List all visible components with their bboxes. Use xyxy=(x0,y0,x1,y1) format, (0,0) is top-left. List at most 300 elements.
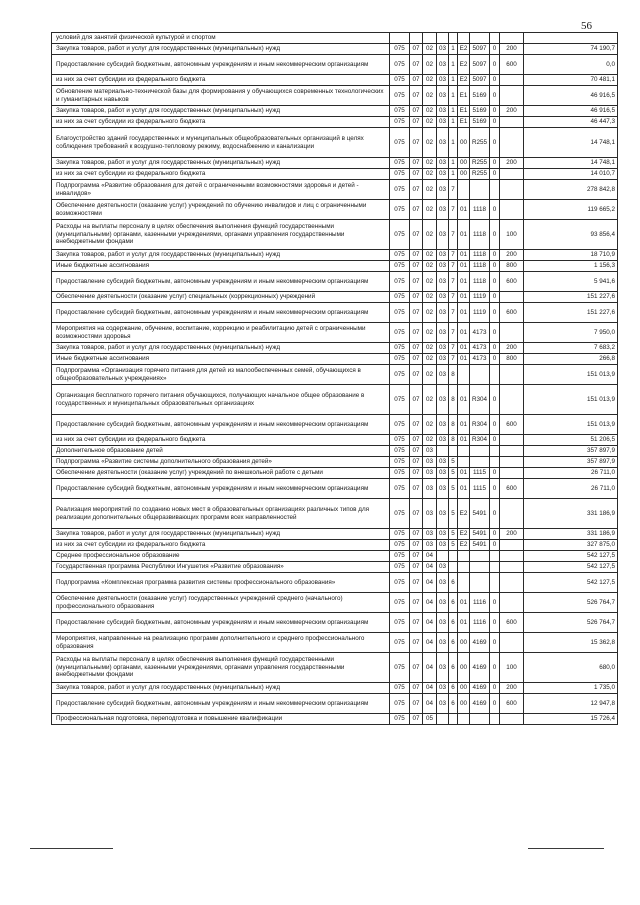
program-code: 03 xyxy=(437,158,449,169)
ministry-code: 075 xyxy=(390,593,410,613)
subprogram-code: 7 xyxy=(449,250,458,261)
program-code: 03 xyxy=(437,573,449,593)
row-amount: 119 665,2 xyxy=(524,200,618,220)
extra-code xyxy=(490,573,500,593)
program-code: 03 xyxy=(437,272,449,292)
subprogram-code xyxy=(449,562,458,573)
table-row xyxy=(52,117,618,128)
row-name: из них за счет субсидии из федерального бюджета xyxy=(52,435,390,446)
direction-code: 1118 xyxy=(470,200,490,220)
event-code: 00 xyxy=(458,158,470,169)
event-code: 01 xyxy=(458,272,470,292)
row-name: Расходы на выплаты персоналу в целях обеспечения выполнения функций государственными (муниципальными) органами, казенными учреждениями, органами управления государственными внебюджетными фондами xyxy=(52,220,390,250)
extra-code: 0 xyxy=(490,261,500,272)
ministry-code: 075 xyxy=(390,261,410,272)
subprogram-code: 5 xyxy=(449,457,458,468)
row-name: Закупка товаров, работ и услуг для государственных (муниципальных) нужд xyxy=(52,343,390,354)
table-row xyxy=(52,457,618,468)
extra-code: 0 xyxy=(490,272,500,292)
section-code: 07 xyxy=(410,457,423,468)
ministry-code: 075 xyxy=(390,365,410,385)
subsection-code: 02 xyxy=(423,354,437,365)
extra-code: 0 xyxy=(490,354,500,365)
program-code: 03 xyxy=(437,44,449,55)
row-amount: 7 950,0 xyxy=(524,323,618,343)
subsection-code: 04 xyxy=(423,653,437,683)
event-code xyxy=(458,180,470,200)
extra-code: 0 xyxy=(490,435,500,446)
ministry-code: 075 xyxy=(390,653,410,683)
expense-type-code xyxy=(500,468,524,479)
table-row xyxy=(52,613,618,633)
ministry-code: 075 xyxy=(390,694,410,714)
table-row xyxy=(52,435,618,446)
row-amount: 357 897,9 xyxy=(524,446,618,457)
direction-code: R304 xyxy=(470,435,490,446)
row-amount: 542 127,5 xyxy=(524,551,618,562)
row-amount: 542 127,5 xyxy=(524,562,618,573)
direction-code: 4173 xyxy=(470,343,490,354)
program-code: 03 xyxy=(437,415,449,435)
expense-type-code xyxy=(500,33,524,44)
expense-type-code: 100 xyxy=(500,653,524,683)
row-amount: 46 447,3 xyxy=(524,117,618,128)
subprogram-code: 1 xyxy=(449,169,458,180)
subprogram-code xyxy=(449,446,458,457)
subprogram-code: 6 xyxy=(449,573,458,593)
row-amount: 14 748,1 xyxy=(524,158,618,169)
extra-code: 0 xyxy=(490,117,500,128)
expense-type-code: 600 xyxy=(500,613,524,633)
section-code: 07 xyxy=(410,479,423,499)
ministry-code: 075 xyxy=(390,292,410,303)
ministry-code: 075 xyxy=(390,479,410,499)
program-code: 03 xyxy=(437,75,449,86)
row-name: Закупка товаров, работ и услуг для государственных (муниципальных) нужд xyxy=(52,683,390,694)
expense-type-code xyxy=(500,117,524,128)
section-code: 07 xyxy=(410,343,423,354)
program-code: 03 xyxy=(437,180,449,200)
subsection-code: 02 xyxy=(423,180,437,200)
extra-code: 0 xyxy=(490,106,500,117)
expense-type-code xyxy=(500,551,524,562)
extra-code: 0 xyxy=(490,158,500,169)
section-code: 07 xyxy=(410,180,423,200)
ministry-code: 075 xyxy=(390,551,410,562)
extra-code: 0 xyxy=(490,200,500,220)
subprogram-code: 7 xyxy=(449,272,458,292)
expense-type-code: 200 xyxy=(500,683,524,694)
table-row xyxy=(52,573,618,593)
table-row xyxy=(52,540,618,551)
table-row xyxy=(52,529,618,540)
event-code: E2 xyxy=(458,529,470,540)
row-amount: 15 726,4 xyxy=(524,714,618,725)
event-code xyxy=(458,457,470,468)
direction-code: 1118 xyxy=(470,250,490,261)
event-code: 01 xyxy=(458,479,470,499)
ministry-code: 075 xyxy=(390,169,410,180)
extra-code: 0 xyxy=(490,479,500,499)
expense-type-code xyxy=(500,180,524,200)
subsection-code: 04 xyxy=(423,633,437,653)
subsection-code xyxy=(423,33,437,44)
extra-code: 0 xyxy=(490,385,500,415)
extra-code: 0 xyxy=(490,250,500,261)
table-row xyxy=(52,128,618,158)
subsection-code: 03 xyxy=(423,446,437,457)
direction-code: 4173 xyxy=(470,354,490,365)
ministry-code: 075 xyxy=(390,714,410,725)
row-amount: 46 916,5 xyxy=(524,86,618,106)
row-name: Иные бюджетные ассигнования xyxy=(52,261,390,272)
direction-code xyxy=(470,551,490,562)
row-name: Закупка товаров, работ и услуг для государственных (муниципальных) нужд xyxy=(52,250,390,261)
subsection-code: 03 xyxy=(423,529,437,540)
extra-code: 0 xyxy=(490,653,500,683)
subprogram-code: 6 xyxy=(449,694,458,714)
subsection-code: 02 xyxy=(423,365,437,385)
extra-code: 0 xyxy=(490,44,500,55)
expense-type-code xyxy=(500,633,524,653)
budget-table xyxy=(51,32,618,725)
row-amount: 151 013,9 xyxy=(524,365,618,385)
ministry-code: 075 xyxy=(390,499,410,529)
expense-type-code: 600 xyxy=(500,303,524,323)
subsection-code: 02 xyxy=(423,44,437,55)
event-code xyxy=(458,714,470,725)
subsection-code: 02 xyxy=(423,323,437,343)
subsection-code: 02 xyxy=(423,385,437,415)
subprogram-code: 8 xyxy=(449,435,458,446)
row-amount: 331 186,9 xyxy=(524,499,618,529)
direction-code: 1118 xyxy=(470,261,490,272)
section-code: 07 xyxy=(410,354,423,365)
expense-type-code xyxy=(500,435,524,446)
section-code: 07 xyxy=(410,86,423,106)
table-row xyxy=(52,86,618,106)
row-name: Мероприятия, направленные на реализацию программ дополнительного и среднего профессионального образования xyxy=(52,633,390,653)
extra-code: 0 xyxy=(490,55,500,75)
expense-type-code: 800 xyxy=(500,354,524,365)
program-code: 03 xyxy=(437,354,449,365)
subprogram-code: 5 xyxy=(449,499,458,529)
row-amount: 93 856,4 xyxy=(524,220,618,250)
section-code: 07 xyxy=(410,435,423,446)
table-row xyxy=(52,250,618,261)
section-code: 07 xyxy=(410,529,423,540)
section-code: 07 xyxy=(410,303,423,323)
program-code xyxy=(437,33,449,44)
subsection-code: 04 xyxy=(423,683,437,694)
section-code: 07 xyxy=(410,292,423,303)
row-name: Обеспечение деятельности (оказание услуг) государственных учреждений среднего (начального) профессионального образования xyxy=(52,593,390,613)
row-name: Дополнительное образование детей xyxy=(52,446,390,457)
subprogram-code: 7 xyxy=(449,354,458,365)
program-code: 03 xyxy=(437,479,449,499)
direction-code: 1118 xyxy=(470,220,490,250)
extra-code: 0 xyxy=(490,499,500,529)
program-code: 03 xyxy=(437,694,449,714)
subsection-code: 02 xyxy=(423,303,437,323)
direction-code: 1118 xyxy=(470,272,490,292)
bottom-rule-left xyxy=(30,848,113,849)
subprogram-code: 6 xyxy=(449,633,458,653)
extra-code: 0 xyxy=(490,683,500,694)
direction-code xyxy=(470,562,490,573)
ministry-code: 075 xyxy=(390,415,410,435)
program-code: 03 xyxy=(437,540,449,551)
subsection-code: 04 xyxy=(423,573,437,593)
row-amount: 151 227,6 xyxy=(524,292,618,303)
expense-type-code xyxy=(500,457,524,468)
event-code: 00 xyxy=(458,633,470,653)
extra-code: 0 xyxy=(490,128,500,158)
ministry-code: 075 xyxy=(390,86,410,106)
table-row xyxy=(52,479,618,499)
direction-code: 1119 xyxy=(470,292,490,303)
program-code: 03 xyxy=(437,86,449,106)
extra-code: 0 xyxy=(490,169,500,180)
program-code xyxy=(437,446,449,457)
row-name: Подпрограмма «Развитие образования для детей с ограниченными возможностями здоровья и детей - инвалидов» xyxy=(52,180,390,200)
event-code: 01 xyxy=(458,220,470,250)
subprogram-code: 1 xyxy=(449,106,458,117)
program-code: 03 xyxy=(437,385,449,415)
event-code: 01 xyxy=(458,250,470,261)
subprogram-code: 7 xyxy=(449,343,458,354)
ministry-code: 075 xyxy=(390,303,410,323)
subsection-code: 02 xyxy=(423,55,437,75)
expense-type-code: 600 xyxy=(500,55,524,75)
row-amount: 14 748,1 xyxy=(524,128,618,158)
program-code: 03 xyxy=(437,653,449,683)
table-row xyxy=(52,354,618,365)
direction-code: 1116 xyxy=(470,613,490,633)
direction-code: R255 xyxy=(470,158,490,169)
subprogram-code: 5 xyxy=(449,479,458,499)
section-code: 07 xyxy=(410,44,423,55)
table-row xyxy=(52,499,618,529)
table-row xyxy=(52,33,618,44)
ministry-code: 075 xyxy=(390,354,410,365)
extra-code xyxy=(490,457,500,468)
table-row xyxy=(52,169,618,180)
row-amount: 278 842,8 xyxy=(524,180,618,200)
budget-table-body xyxy=(52,33,618,725)
table-row xyxy=(52,220,618,250)
subsection-code: 02 xyxy=(423,272,437,292)
event-code: 01 xyxy=(458,593,470,613)
row-name: из них за счет субсидии из федерального бюджета xyxy=(52,75,390,86)
row-name: Подпрограмма «Организация горячего питания для детей из малообеспеченных семей, обучающихся в общеобразовательных учреждениях» xyxy=(52,365,390,385)
ministry-code: 075 xyxy=(390,75,410,86)
row-name: Закупка товаров, работ и услуг для государственных (муниципальных) нужд xyxy=(52,44,390,55)
event-code xyxy=(458,551,470,562)
row-name: из них за счет субсидии из федерального бюджета xyxy=(52,169,390,180)
table-row xyxy=(52,292,618,303)
table-row xyxy=(52,55,618,75)
direction-code: R304 xyxy=(470,385,490,415)
direction-code: 5169 xyxy=(470,86,490,106)
ministry-code: 075 xyxy=(390,385,410,415)
ministry-code: 075 xyxy=(390,446,410,457)
subsection-code: 03 xyxy=(423,540,437,551)
row-amount: 151 227,6 xyxy=(524,303,618,323)
expense-type-code xyxy=(500,714,524,725)
program-code: 03 xyxy=(437,128,449,158)
row-name: из них за счет субсидии из федерального бюджета xyxy=(52,117,390,128)
program-code: 03 xyxy=(437,220,449,250)
program-code: 03 xyxy=(437,250,449,261)
section-code: 07 xyxy=(410,653,423,683)
table-row xyxy=(52,365,618,385)
subsection-code: 02 xyxy=(423,250,437,261)
subprogram-code: 1 xyxy=(449,128,458,158)
row-name: Профессиональная подготовка, переподготовка и повышение квалификации xyxy=(52,714,390,725)
program-code xyxy=(437,551,449,562)
expense-type-code: 200 xyxy=(500,343,524,354)
table-row xyxy=(52,653,618,683)
event-code: 00 xyxy=(458,128,470,158)
subsection-code: 02 xyxy=(423,200,437,220)
row-name: из них за счет субсидии из федерального бюджета xyxy=(52,540,390,551)
row-name: Мероприятия на содержание, обучение, воспитание, коррекцию и реабилитацию детей с ограниченными возможностями здоровья xyxy=(52,323,390,343)
subprogram-code: 8 xyxy=(449,385,458,415)
row-name: Предоставление субсидий бюджетным, автономным учреждениям и иным некоммерческим организациям xyxy=(52,613,390,633)
direction-code: 4169 xyxy=(470,694,490,714)
table-row xyxy=(52,200,618,220)
subsection-code: 02 xyxy=(423,292,437,303)
event-code: 01 xyxy=(458,415,470,435)
row-amount: 74 190,7 xyxy=(524,44,618,55)
section-code: 07 xyxy=(410,55,423,75)
ministry-code: 075 xyxy=(390,250,410,261)
row-amount: 266,8 xyxy=(524,354,618,365)
subsection-code: 04 xyxy=(423,562,437,573)
subprogram-code: 7 xyxy=(449,323,458,343)
ministry-code: 075 xyxy=(390,573,410,593)
event-code: 01 xyxy=(458,468,470,479)
subsection-code: 03 xyxy=(423,499,437,529)
direction-code: 5491 xyxy=(470,529,490,540)
event-code: E2 xyxy=(458,540,470,551)
extra-code: 0 xyxy=(490,593,500,613)
extra-code: 0 xyxy=(490,529,500,540)
ministry-code: 075 xyxy=(390,220,410,250)
row-amount: 26 711,0 xyxy=(524,479,618,499)
subsection-code: 02 xyxy=(423,169,437,180)
program-code: 03 xyxy=(437,169,449,180)
table-row xyxy=(52,303,618,323)
event-code: 01 xyxy=(458,200,470,220)
direction-code: 5491 xyxy=(470,540,490,551)
row-amount: 15 362,8 xyxy=(524,633,618,653)
row-amount: 357 897,9 xyxy=(524,457,618,468)
direction-code xyxy=(470,573,490,593)
row-name: Государственная программа Республики Ингушетия «Развитие образования» xyxy=(52,562,390,573)
table-row xyxy=(52,385,618,415)
extra-code: 0 xyxy=(490,468,500,479)
program-code: 03 xyxy=(437,435,449,446)
row-amount: 327 875,0 xyxy=(524,540,618,551)
expense-type-code: 600 xyxy=(500,415,524,435)
subsection-code: 04 xyxy=(423,613,437,633)
section-code xyxy=(410,33,423,44)
subprogram-code: 6 xyxy=(449,683,458,694)
program-code: 03 xyxy=(437,457,449,468)
table-row xyxy=(52,261,618,272)
direction-code: 1119 xyxy=(470,303,490,323)
subprogram-code: 1 xyxy=(449,75,458,86)
subprogram-code: 7 xyxy=(449,180,458,200)
table-row xyxy=(52,343,618,354)
event-code: 00 xyxy=(458,653,470,683)
subprogram-code: 7 xyxy=(449,292,458,303)
expense-type-code xyxy=(500,128,524,158)
table-row xyxy=(52,44,618,55)
expense-type-code xyxy=(500,365,524,385)
row-amount: 526 764,7 xyxy=(524,613,618,633)
ministry-code: 075 xyxy=(390,158,410,169)
table-row xyxy=(52,562,618,573)
ministry-code: 075 xyxy=(390,468,410,479)
row-amount: 526 764,7 xyxy=(524,593,618,613)
expense-type-code xyxy=(500,562,524,573)
section-code: 07 xyxy=(410,117,423,128)
expense-type-code xyxy=(500,385,524,415)
section-code: 07 xyxy=(410,562,423,573)
extra-code: 0 xyxy=(490,86,500,106)
subprogram-code: 7 xyxy=(449,303,458,323)
extra-code: 0 xyxy=(490,633,500,653)
event-code xyxy=(458,562,470,573)
subsection-code: 04 xyxy=(423,551,437,562)
ministry-code: 075 xyxy=(390,44,410,55)
program-code: 03 xyxy=(437,499,449,529)
expense-type-code xyxy=(500,540,524,551)
direction-code xyxy=(470,365,490,385)
section-code: 07 xyxy=(410,158,423,169)
ministry-code: 075 xyxy=(390,128,410,158)
event-code: 01 xyxy=(458,303,470,323)
row-amount: 151 013,9 xyxy=(524,385,618,415)
section-code: 07 xyxy=(410,106,423,117)
direction-code: R304 xyxy=(470,415,490,435)
expense-type-code: 600 xyxy=(500,694,524,714)
ministry-code: 075 xyxy=(390,180,410,200)
row-name: условий для занятий физической культурой и спортом xyxy=(52,33,390,44)
program-code: 03 xyxy=(437,343,449,354)
expense-type-code xyxy=(500,499,524,529)
event-code: E1 xyxy=(458,106,470,117)
subprogram-code: 5 xyxy=(449,468,458,479)
row-name: Организация бесплатного горячего питания обучающихся, получающих начальное общее образование в государственных и муниципальных образовательных организациях xyxy=(52,385,390,415)
extra-code: 0 xyxy=(490,415,500,435)
row-amount: 46 916,5 xyxy=(524,106,618,117)
expense-type-code xyxy=(500,446,524,457)
subsection-code: 02 xyxy=(423,415,437,435)
event-code: 01 xyxy=(458,385,470,415)
subprogram-code: 1 xyxy=(449,55,458,75)
direction-code xyxy=(470,457,490,468)
subsection-code: 03 xyxy=(423,468,437,479)
expense-type-code xyxy=(500,292,524,303)
subsection-code: 02 xyxy=(423,261,437,272)
ministry-code: 075 xyxy=(390,323,410,343)
section-code: 07 xyxy=(410,446,423,457)
row-name: Предоставление субсидий бюджетным, автономным учреждениям и иным некоммерческим организациям xyxy=(52,694,390,714)
